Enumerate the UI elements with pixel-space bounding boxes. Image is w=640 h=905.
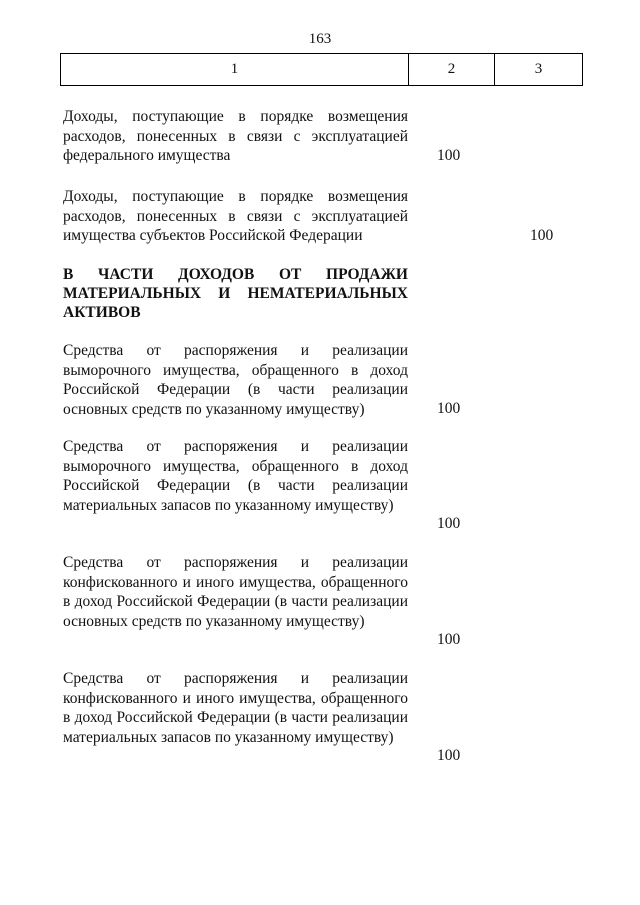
entry-col2-value: 100 bbox=[437, 147, 461, 164]
entry-col3-value: 100 bbox=[530, 227, 554, 244]
section-heading: В ЧАСТИ ДОХОДОВ ОТ ПРОДАЖИ МАТЕРИАЛЬНЫХ И НЕМАТЕРИАЛЬНЫХ АКТИВОВ bbox=[63, 266, 408, 321]
column-header-table bbox=[60, 53, 583, 86]
entry-col2-value: 100 bbox=[437, 515, 461, 532]
column-3-header: 3 bbox=[495, 54, 583, 86]
page-number: 163 bbox=[308, 31, 332, 47]
entry-col2-value: 100 bbox=[437, 400, 461, 417]
entry-description: Доходы, поступающие в порядке возмещения расходов, понесенных в связи с эксплуатацией федерального имущества bbox=[63, 108, 408, 164]
entry-col2-value: 100 bbox=[437, 747, 461, 764]
entry-description: Средства от распоряжения и реализации выморочного имущества, обращенного в доход Российской Федерации (в части реализации материальных запасов по указанному имуществу) bbox=[63, 438, 408, 514]
entry-description: Средства от распоряжения и реализации конфискованного и иного имущества, обращенного в доход Российской Федерации (в части реализации основных средств по указанному имуществу) bbox=[63, 554, 408, 630]
entry-col2-value: 100 bbox=[437, 631, 461, 648]
entry-description: Доходы, поступающие в порядке возмещения расходов, понесенных в связи с эксплуатацией имущества субъектов Российской Федерации bbox=[63, 188, 408, 244]
column-2-header: 2 bbox=[409, 54, 495, 86]
entry-description: Средства от распоряжения и реализации выморочного имущества, обращенного в доход Российской Федерации (в части реализации основных средств по указанному имуществу) bbox=[63, 342, 408, 418]
entry-description: Средства от распоряжения и реализации конфискованного и иного имущества, обращенного в доход Российской Федерации (в части реализации материальных запасов по указанному имуществу) bbox=[63, 670, 408, 746]
column-1-header: 1 bbox=[61, 54, 409, 86]
